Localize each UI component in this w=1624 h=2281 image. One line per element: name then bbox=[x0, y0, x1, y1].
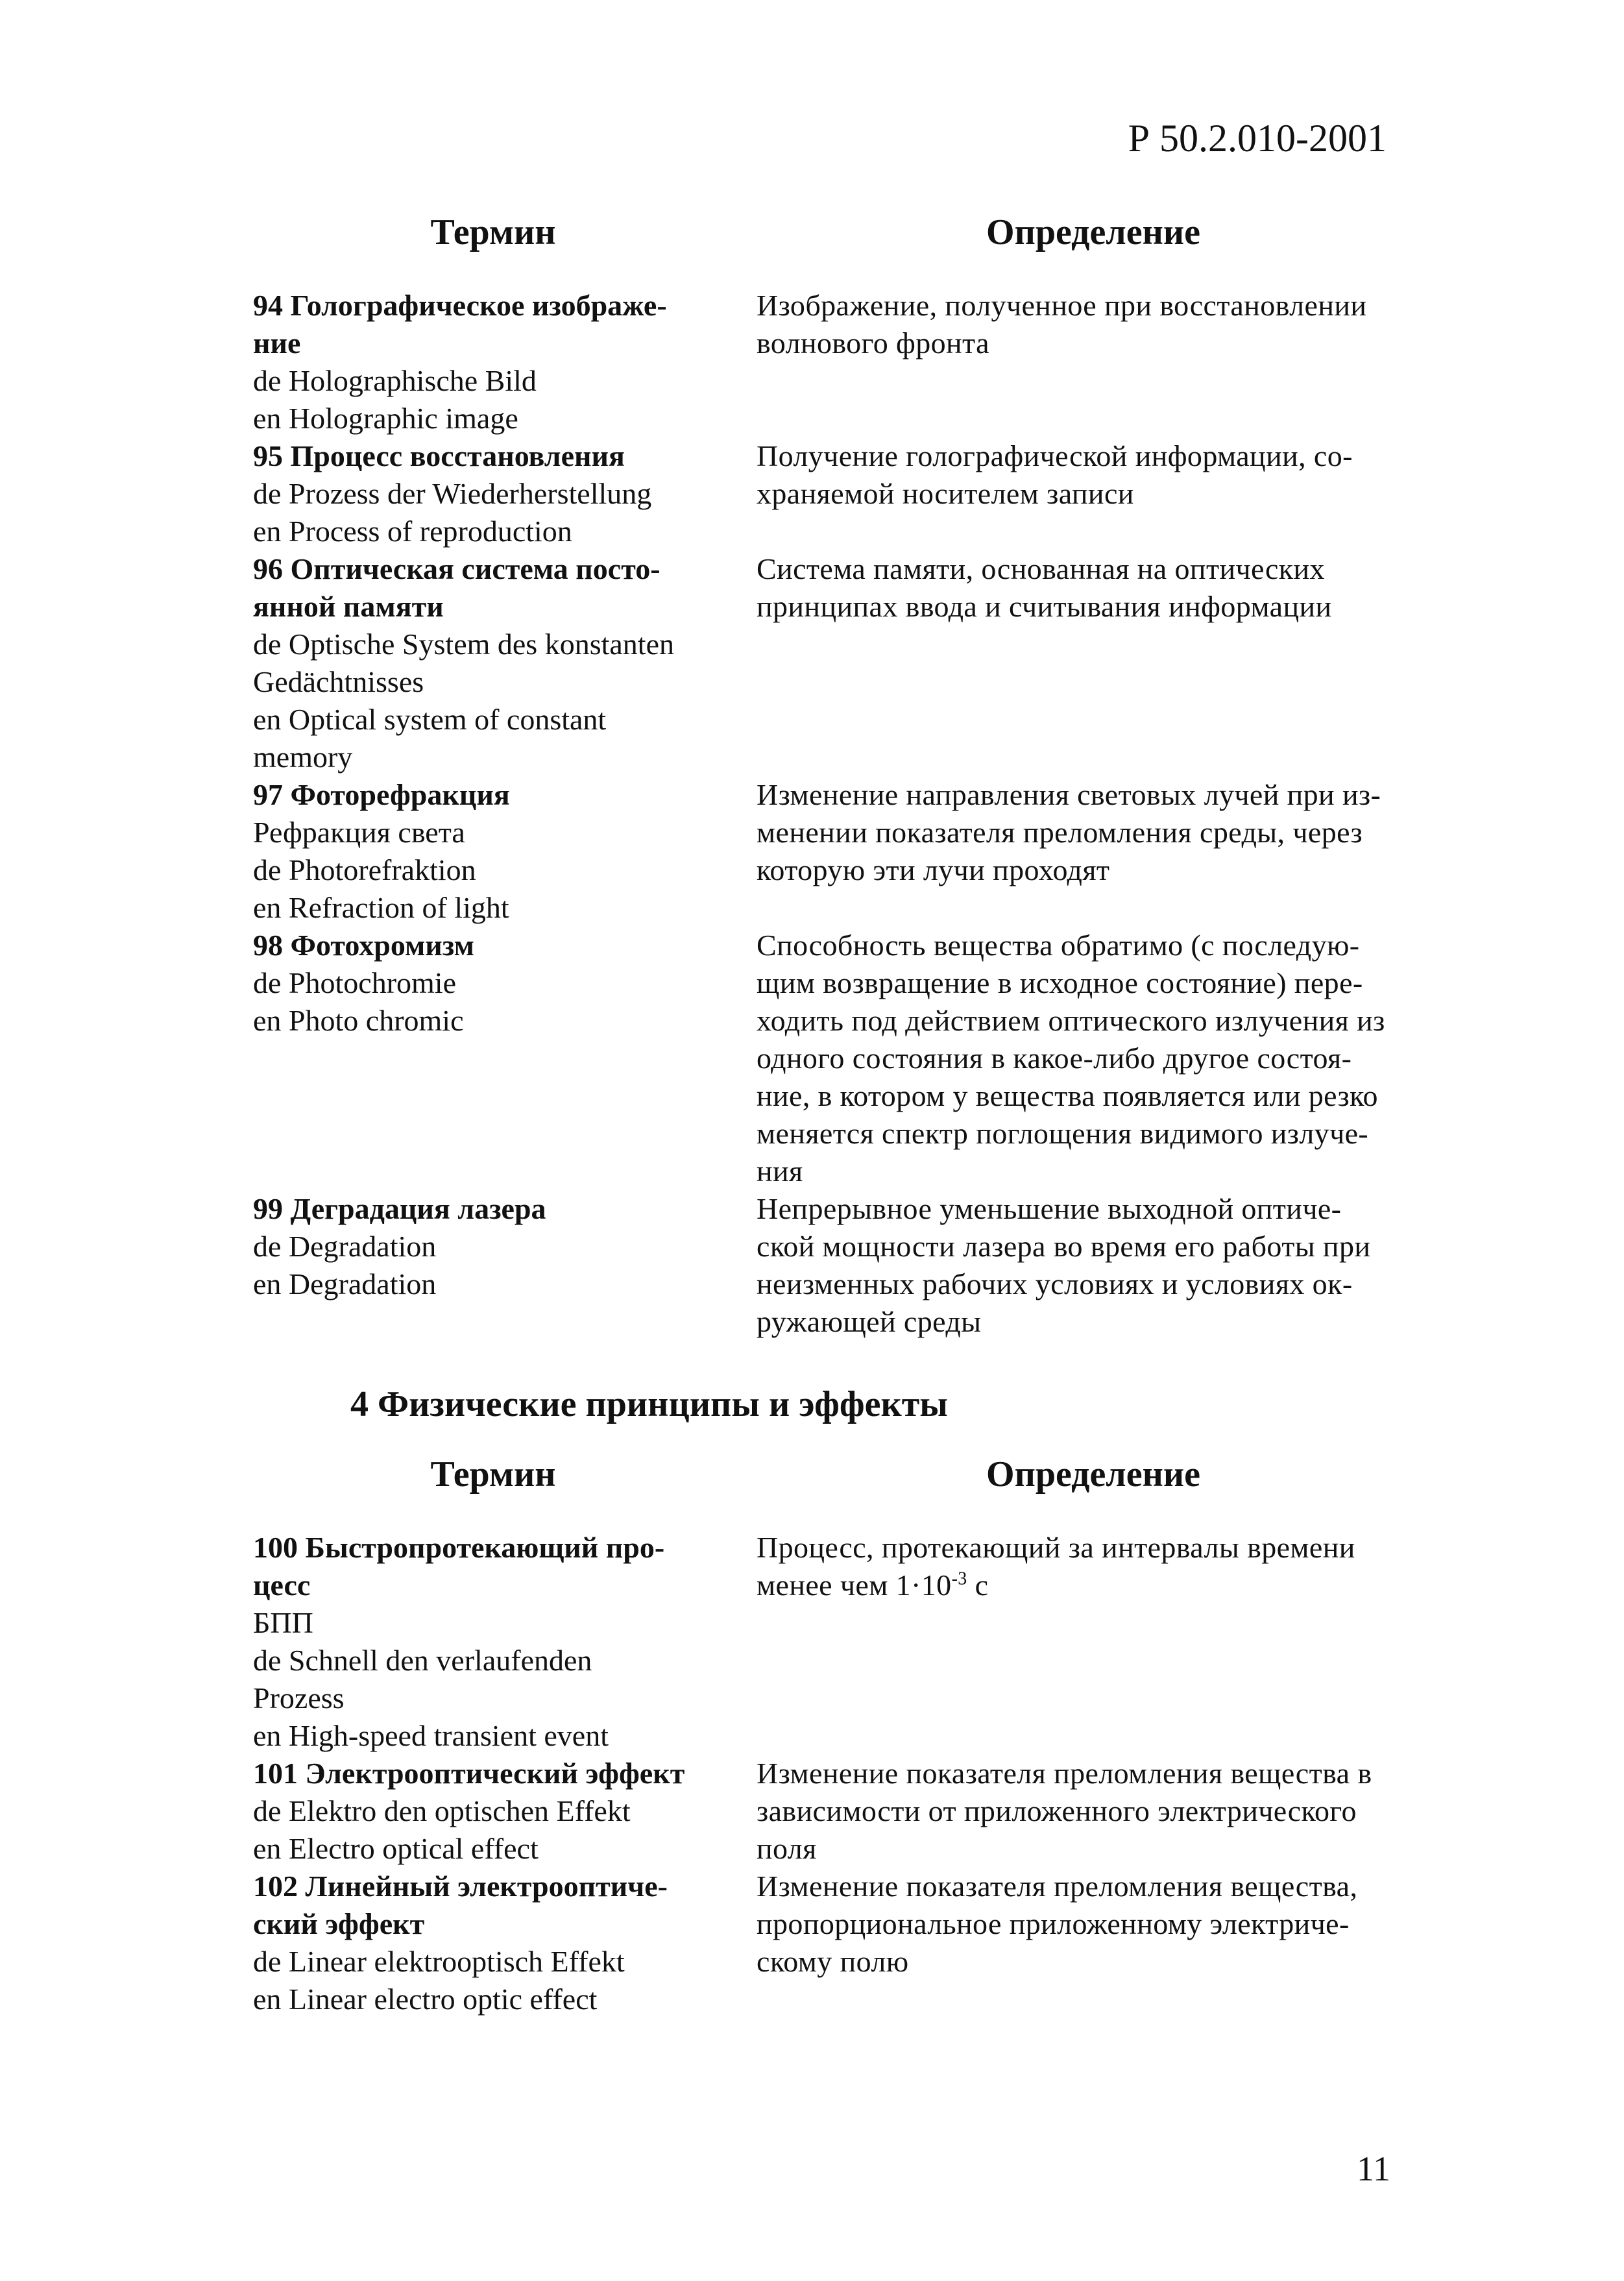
definition-cell bbox=[757, 1529, 1436, 1755]
term-name: 95 Процесс восстановления bbox=[253, 439, 625, 472]
definition-line: ходить под действием оптического излучения из bbox=[757, 1004, 1385, 1037]
term-cell bbox=[253, 776, 757, 927]
term-entry bbox=[0, 1755, 1624, 1868]
definition-line: Получение голографической информации, со- bbox=[757, 439, 1353, 472]
term-name: 98 Фотохромизм bbox=[253, 929, 474, 962]
term-entry bbox=[0, 287, 1624, 437]
term-translation: Gedächtnisses bbox=[253, 665, 424, 698]
definition-line: храняемой носителем записи bbox=[757, 477, 1134, 510]
column-head-definition: Определение bbox=[986, 212, 1200, 252]
term-translation: БПП bbox=[253, 1606, 313, 1639]
definition-line: ния bbox=[757, 1154, 803, 1188]
term-cell bbox=[253, 550, 757, 776]
term-translation: de Degradation bbox=[253, 1230, 437, 1263]
definition-line: ской мощности лазера во время его работы при bbox=[757, 1230, 1371, 1263]
term-translation: de Holographische Bild bbox=[253, 364, 537, 397]
term-translation: en High-speed transient event bbox=[253, 1719, 609, 1752]
definition-cell bbox=[757, 437, 1436, 550]
term-name: янной памяти bbox=[253, 590, 444, 623]
definition-line: щим возвращение в исходное состояние) пере- bbox=[757, 966, 1363, 999]
definition-line: волнового фронта bbox=[757, 326, 989, 360]
term-entry bbox=[0, 927, 1624, 1190]
definition-cell bbox=[757, 1868, 1436, 2018]
term-cell bbox=[253, 1529, 757, 1755]
page-number: 11 bbox=[1357, 2149, 1390, 2188]
term-entry bbox=[0, 1868, 1624, 2018]
definition-line: ружающей среды bbox=[757, 1305, 982, 1338]
term-name: 97 Фоторефракция bbox=[253, 778, 510, 811]
table1-header bbox=[0, 209, 1624, 256]
definition-cell bbox=[757, 550, 1436, 776]
term-entry bbox=[0, 550, 1624, 776]
term-cell bbox=[253, 437, 757, 550]
term-translation: Рефракция света bbox=[253, 816, 465, 849]
definition-line: поля bbox=[757, 1832, 817, 1865]
term-translation: en Photo chromic bbox=[253, 1004, 464, 1037]
definition-line: принципах ввода и считывания информации bbox=[757, 590, 1332, 623]
term-name: 94 Голографическое изображе- bbox=[253, 289, 667, 322]
column-head-definition: Определение bbox=[986, 1454, 1200, 1494]
term-name: 100 Быстропротекающий про- bbox=[253, 1531, 665, 1564]
terms-table-1 bbox=[0, 287, 1624, 1341]
term-name: 96 Оптическая система посто- bbox=[253, 552, 661, 585]
definition-cell bbox=[757, 1190, 1436, 1341]
definition-line: Изменение показателя преломления вещества, bbox=[757, 1870, 1358, 1903]
term-translation: memory bbox=[253, 740, 353, 774]
term-name: 102 Линейный электрооптиче- bbox=[253, 1870, 668, 1903]
definition-line: одного состояния в какое-либо другое состоя- bbox=[757, 1042, 1352, 1075]
column-head-term: Термин bbox=[430, 1454, 556, 1494]
table2-header bbox=[0, 1451, 1624, 1498]
term-translation: en Process of reproduction bbox=[253, 515, 572, 548]
definition-line: Непрерывное уменьшение выходной оптиче- bbox=[757, 1192, 1342, 1225]
term-entry bbox=[0, 1529, 1624, 1755]
definition-line: пропорциональное приложенному электриче- bbox=[757, 1907, 1350, 1940]
terms-table-2 bbox=[0, 1529, 1624, 2018]
definition-cell bbox=[757, 1755, 1436, 1868]
document-code: Р 50.2.010-2001 bbox=[1128, 117, 1387, 160]
term-translation: de Prozess der Wiederherstellung bbox=[253, 477, 652, 510]
term-name: ние bbox=[253, 326, 301, 360]
definition-line: Изменение направления световых лучей при из- bbox=[757, 778, 1381, 811]
term-name: цесс bbox=[253, 1568, 311, 1602]
formula-exponent: -3 bbox=[951, 1568, 967, 1589]
term-name: ский эффект bbox=[253, 1907, 425, 1940]
term-translation: Prozess bbox=[253, 1681, 345, 1714]
term-translation: de Optische System des konstanten bbox=[253, 628, 675, 661]
term-cell bbox=[253, 1190, 757, 1341]
formula-unit: с bbox=[967, 1568, 989, 1602]
definition-line: неизменных рабочих условиях и условиях ок- bbox=[757, 1267, 1353, 1300]
definition-cell bbox=[757, 776, 1436, 927]
term-cell bbox=[253, 927, 757, 1190]
term-cell bbox=[253, 287, 757, 437]
definition-line: Система памяти, основанная на оптических bbox=[757, 552, 1325, 585]
definition-line: Изображение, полученное при восстановлении bbox=[757, 289, 1367, 322]
definition-line: скому полю bbox=[757, 1945, 909, 1978]
term-name: 99 Деградация лазера bbox=[253, 1192, 546, 1225]
definition-line: ние, в котором у вещества появляется или резко bbox=[757, 1079, 1378, 1112]
term-name: 101 Электрооптический эффект bbox=[253, 1757, 685, 1790]
term-entry bbox=[0, 437, 1624, 550]
term-translation: en Holographic image bbox=[253, 402, 518, 435]
definition-line: Изменение показателя преломления вещества в bbox=[757, 1757, 1372, 1790]
definition-line: зависимости от приложенного электрического bbox=[757, 1794, 1357, 1827]
definition-line: которую эти лучи проходят bbox=[757, 853, 1110, 886]
definition-line: Способность вещества обратимо (с последую- bbox=[757, 929, 1360, 962]
term-translation: en Linear electro optic effect bbox=[253, 1982, 598, 2016]
formula-base: менее чем 1·10 bbox=[757, 1568, 952, 1602]
term-translation: de Elektro den optischen Effekt bbox=[253, 1794, 631, 1827]
definition-cell bbox=[757, 287, 1436, 437]
term-cell bbox=[253, 1868, 757, 2018]
term-translation: en Electro optical effect bbox=[253, 1832, 539, 1865]
term-translation: de Schnell den verlaufenden bbox=[253, 1644, 592, 1677]
term-entry bbox=[0, 776, 1624, 927]
term-translation: de Photorefraktion bbox=[253, 853, 476, 886]
term-translation: en Optical system of constant bbox=[253, 703, 607, 736]
section-title: 4 Физические принципы и эффекты bbox=[350, 1384, 948, 1424]
term-entry bbox=[0, 1190, 1624, 1341]
definition-formula bbox=[757, 1567, 1436, 1604]
definition-line: Процесс, протекающий за интервалы времени bbox=[757, 1531, 1355, 1564]
term-translation: en Degradation bbox=[253, 1267, 437, 1300]
term-translation: de Photochromie bbox=[253, 966, 456, 999]
column-head-term: Термин bbox=[430, 212, 556, 252]
definition-line: меняется спектр поглощения видимого излуче- bbox=[757, 1117, 1369, 1150]
term-translation: en Refraction of light bbox=[253, 891, 509, 924]
definition-line: менении показателя преломления среды, через bbox=[757, 816, 1363, 849]
definition-cell bbox=[757, 927, 1436, 1190]
term-translation: de Linear elektrooptisch Effekt bbox=[253, 1945, 625, 1978]
term-cell bbox=[253, 1755, 757, 1868]
